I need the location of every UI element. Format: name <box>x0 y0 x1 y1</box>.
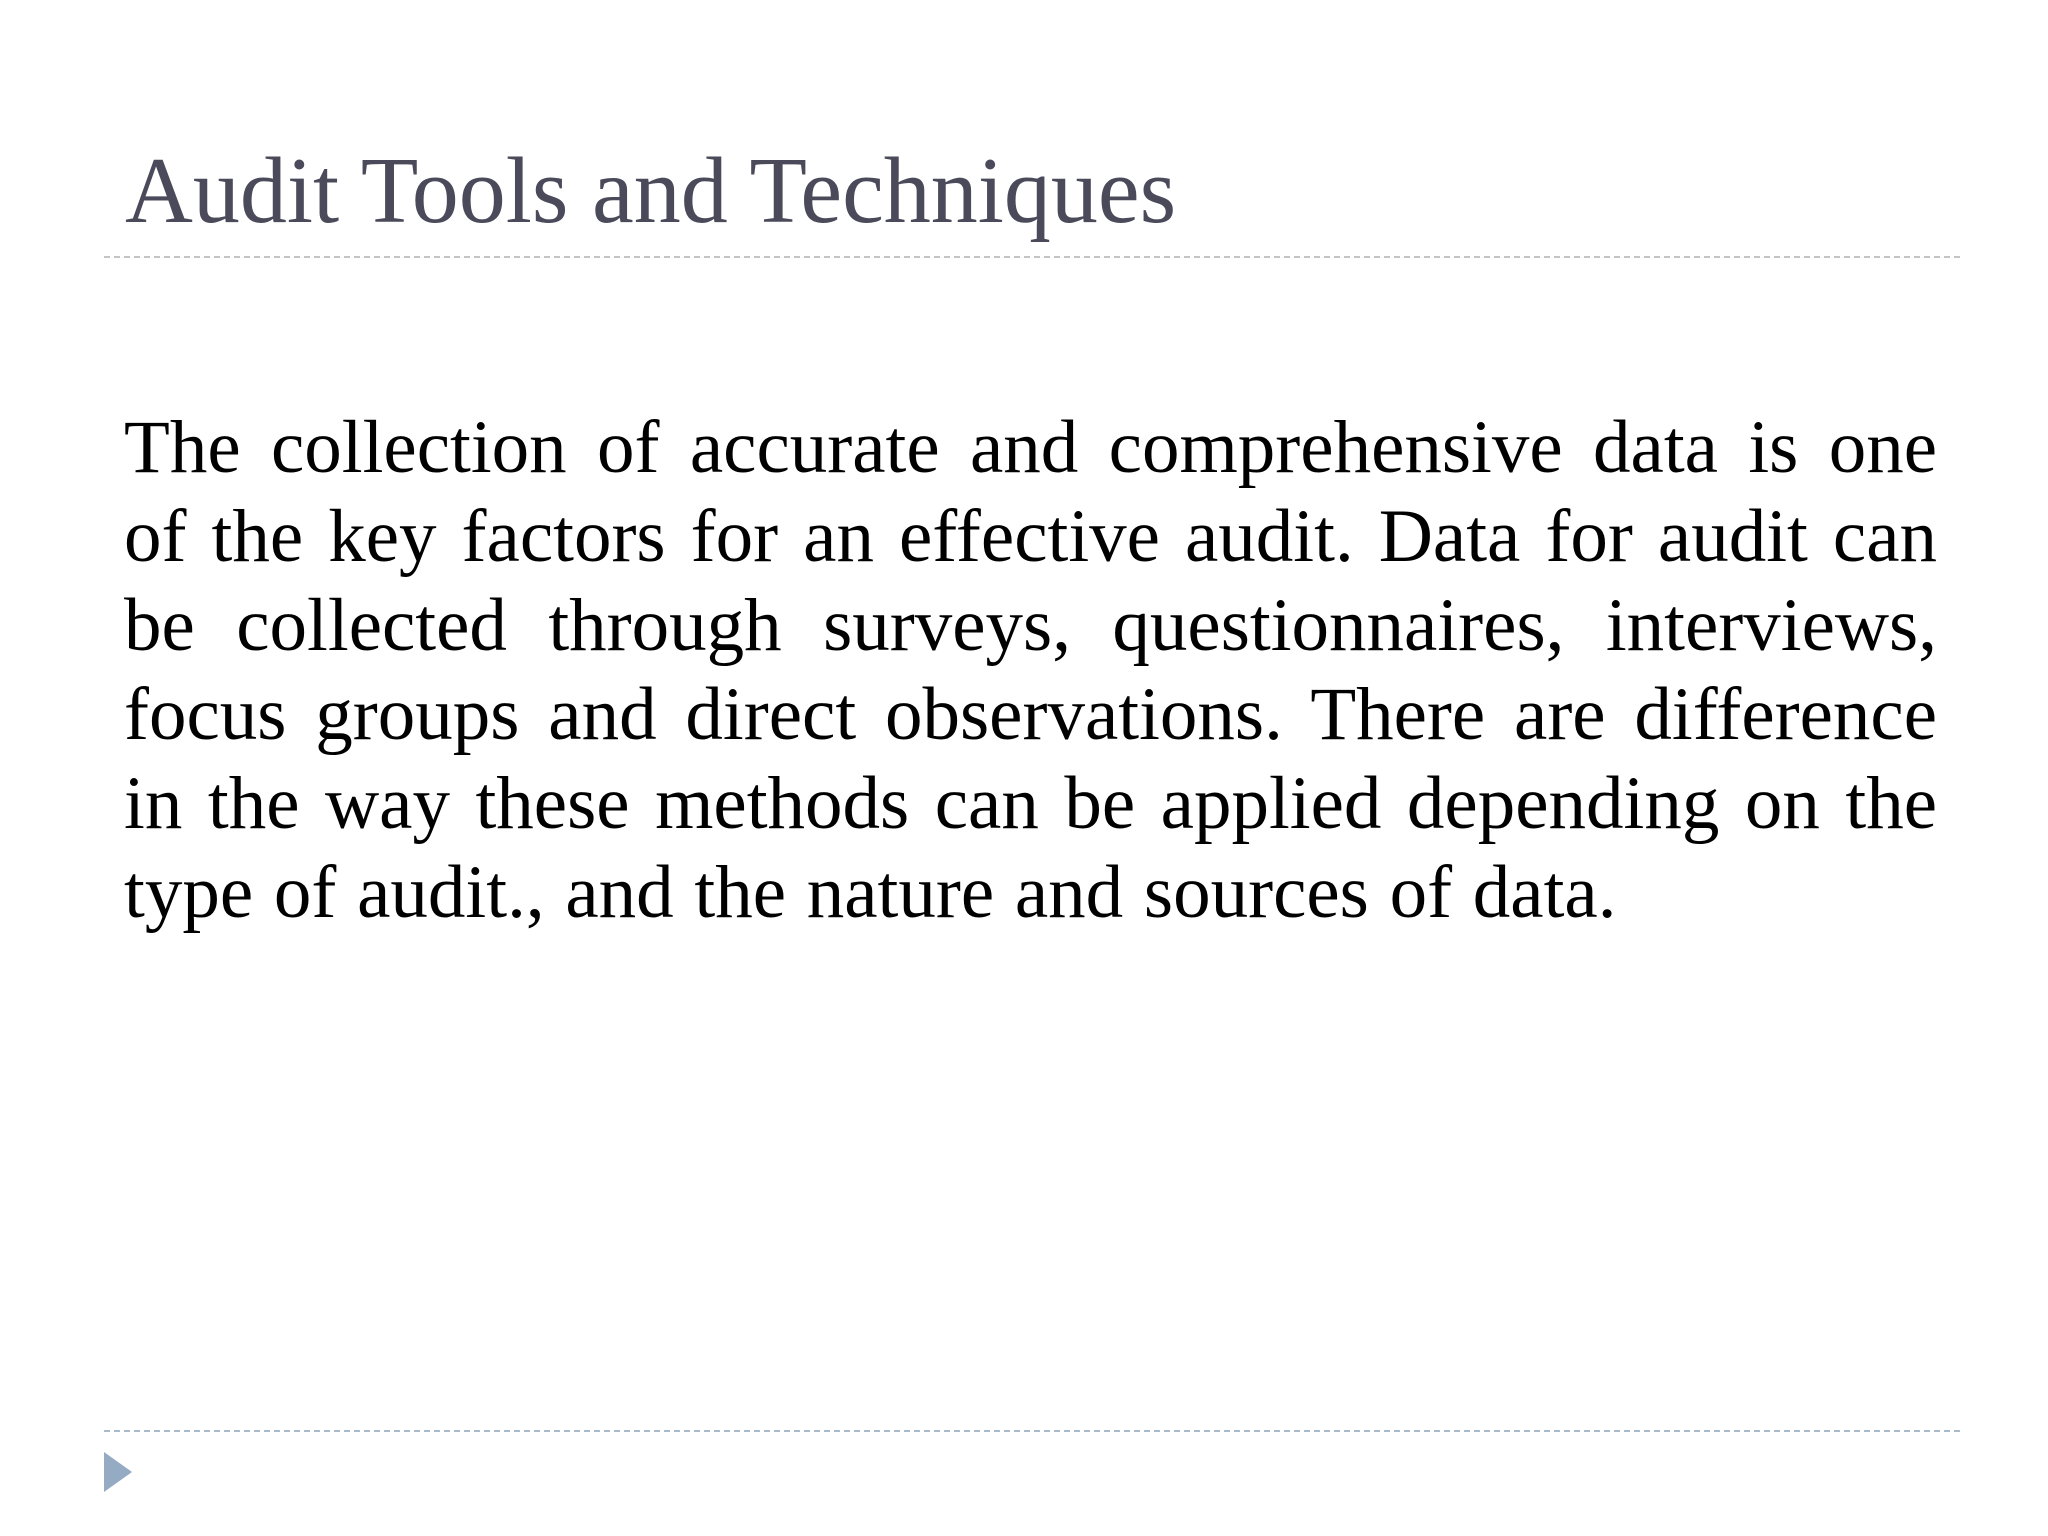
footer-divider <box>104 1430 1960 1432</box>
slide-title: Audit Tools and Techniques <box>125 139 1177 243</box>
play-arrow-icon <box>104 1452 132 1492</box>
slide-body-text: The collection of accurate and comprehensive data is one of the key factors for an effective audit. Data for audit can be collected through surveys, questionnaires, interviews, focus groups and direct observations. There are difference in the way these methods can be applied depending on the type of audit., and the nature and sources of data. <box>124 406 1937 934</box>
title-divider <box>104 256 1960 258</box>
